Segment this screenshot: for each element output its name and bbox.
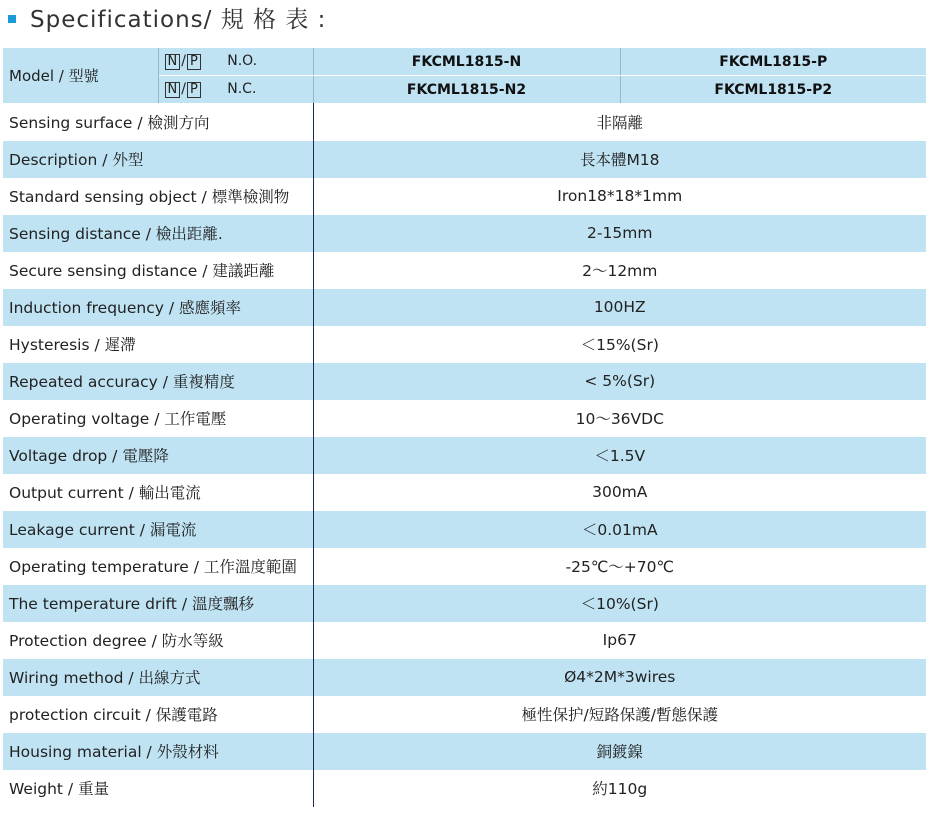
output-mode: N.C. [227,81,257,97]
model-code: FKCML1815-P2 [620,76,926,104]
spec-table [3,48,926,807]
header-row-no [3,48,926,76]
spec-row [3,252,926,289]
spec-value: < 5%(Sr) [313,363,926,400]
page-title: Specifications/ 規 格 表 : [30,6,327,33]
spec-row [3,622,926,659]
type-box-p: P [187,82,201,98]
spec-row [3,103,926,141]
spec-row [3,363,926,400]
spec-label: Voltage drop / 電壓降 [3,437,313,474]
spec-value: 銅鍍鎳 [313,733,926,770]
spec-value: 極性保护/短路保護/暫態保護 [313,696,926,733]
spec-value: 2～12mm [313,252,926,289]
spec-row [3,585,926,622]
spec-value: 長本體M18 [313,141,926,178]
spec-value: ＜0.01mA [313,511,926,548]
heading-bullet [8,15,16,23]
type-box-n: N [165,82,181,98]
spec-label: protection circuit / 保護電路 [9,706,218,724]
model-label: Model / 型號 [3,48,158,103]
spec-label: Sensing distance / 檢出距離. [3,215,313,252]
spec-value: ＜15%(Sr) [313,326,926,363]
spec-row [3,511,926,548]
spec-label: Repeated accuracy / 重複精度 [3,363,313,400]
spec-label: Hysteresis / 遲滯 [9,336,136,354]
type-box-p: P [187,54,201,70]
model-code: FKCML1815-N2 [313,76,620,104]
spec-table-body [3,103,926,807]
spec-label: Output current / 輸出電流 [9,484,201,502]
spec-row [3,437,926,474]
spec-value: Ø4*2M*3wires [313,659,926,696]
spec-label: Weight / 重量 [9,780,110,798]
spec-label: Operating temperature / 工作溫度範圍 [9,558,297,576]
spec-row [3,474,926,511]
spec-row [3,400,926,437]
spec-row [3,659,926,696]
output-type-cell: N / P N.C. [158,76,313,104]
spec-row [3,770,926,807]
spec-value: Iron18*18*1mm [313,178,926,215]
spec-label: Housing material / 外殼材料 [3,733,313,770]
spec-label: Induction frequency / 感應頻率 [3,289,313,326]
section-heading [8,0,326,34]
spec-row [3,548,926,585]
spec-label: Wiring method / 出線方式 [3,659,313,696]
spec-value: 非隔離 [313,103,926,141]
spec-value: 300mA [313,474,926,511]
spec-label: Secure sensing distance / 建議距離 [9,262,275,280]
spec-row [3,733,926,770]
spec-row [3,178,926,215]
spec-row [3,326,926,363]
spec-value: ＜1.5V [313,437,926,474]
spec-label: Protection degree / 防水等級 [9,632,224,650]
spec-label: Operating voltage / 工作電壓 [9,410,227,428]
spec-label: Standard sensing object / 標準檢測物 [9,188,290,206]
spec-row [3,289,926,326]
spec-value: -25℃～+70℃ [313,548,926,585]
model-code: FKCML1815-P [620,48,926,76]
model-code: FKCML1815-N [313,48,620,76]
spec-value: 2-15mm [313,215,926,252]
spec-table-header [3,48,926,103]
spec-value: Ip67 [313,622,926,659]
output-type-cell: N / P N.O. [158,48,313,76]
spec-label: Description / 外型 [3,141,313,178]
spec-value: 10～36VDC [313,400,926,437]
output-mode: N.O. [227,53,258,69]
spec-row [3,141,926,178]
spec-value: ＜10%(Sr) [313,585,926,622]
spec-label: The temperature drift / 溫度飄移 [3,585,313,622]
spec-label: Sensing surface / 檢測方向 [9,114,210,132]
type-box-n: N [165,54,181,70]
spec-value: 100HZ [313,289,926,326]
spec-row [3,215,926,252]
spec-value: 約110g [313,770,926,807]
spec-label: Leakage current / 漏電流 [3,511,313,548]
spec-row [3,696,926,733]
